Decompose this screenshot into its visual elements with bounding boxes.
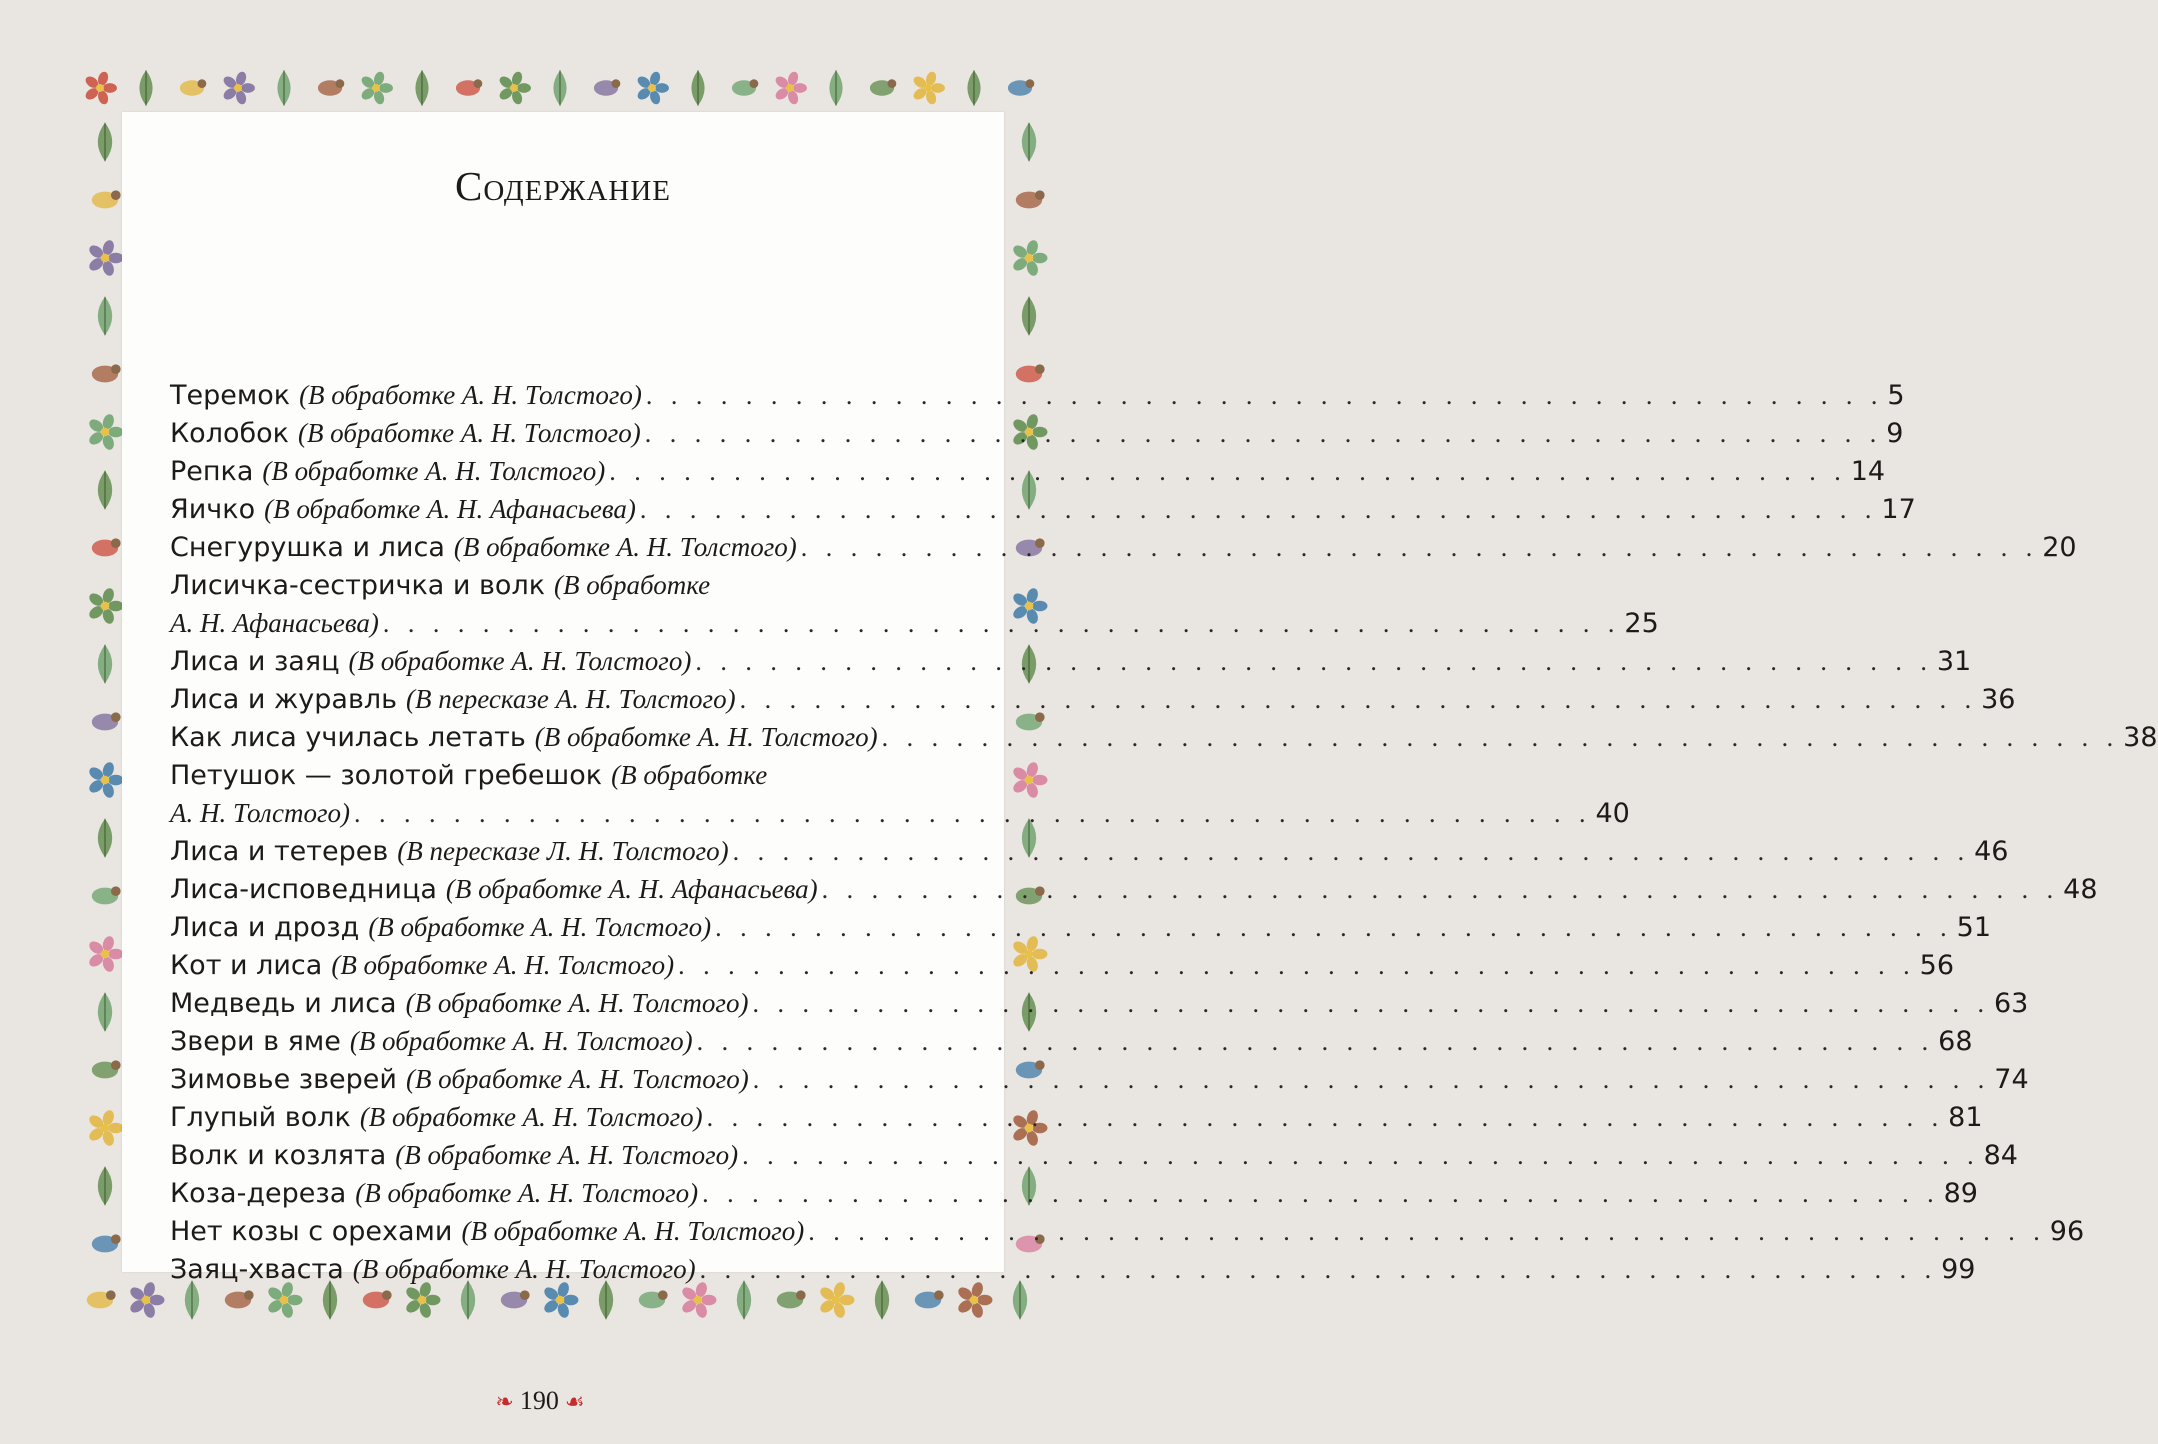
toc-entry-page: 5 — [1887, 380, 1905, 411]
dot-leader: . . . . . . . . . . . . . . . . . . . . . . . . . . . . . . . . . . . . . . . . . . . . . . . . . . — [353, 799, 1592, 828]
toc-entry — [170, 946, 1955, 984]
toc-entry-note: (В обработке А. Н. Толстого) — [461, 1216, 805, 1246]
toc-entry — [170, 756, 970, 794]
toc-entry-title: Репка — [170, 456, 254, 487]
toc-entry-page: 81 — [1948, 1102, 1983, 1133]
toc-entry-note: (В обработке А. Н. Толстого) — [299, 380, 642, 410]
dot-leader: . . . . . . . . . . . . . . . . . . . . . . . . . . . . . . . . . . . . . . . . . . . . . . . . . . — [808, 1217, 2046, 1246]
toc-entry-note: (В обработке — [554, 570, 711, 600]
toc-entry — [170, 832, 2009, 870]
toc-entry — [170, 680, 2016, 718]
toc-entry-page: 25 — [1624, 608, 1659, 639]
toc-entry — [170, 414, 1904, 452]
dot-leader: . . . . . . . . . . . . . . . . . . . . . . . . . . . . . . . . . . . . . . . . . . . . . . . . . . — [678, 951, 1916, 980]
toc-entry-title: Волк и козлята — [170, 1140, 387, 1171]
dot-leader: . . . . . . . . . . . . . . . . . . . . . . . . . . . . . . . . . . . . . . . . . . . . . . . . . . — [706, 1103, 1945, 1132]
toc-entry-page: 51 — [1956, 912, 1992, 943]
dot-leader: . . . . . . . . . . . . . . . . . . . . . . . . . . . . . . . . . . . . . . . . . . . . . . . . . . — [752, 1065, 1991, 1094]
dot-leader: . . . . . . . . . . . . . . . . . . . . . . . . . . . . . . . . . . . . . . . . . . . . . . . . . . — [609, 457, 1847, 486]
dot-leader: . . . . . . . . . . . . . . . . . . . . . . . . . . . . . . . . . . . . . . . . . . . . . . . . . . — [696, 1027, 1935, 1056]
toc-entry-note: (В обработке А. Н. Толстого) — [453, 532, 797, 562]
dot-leader: . . . . . . . . . . . . . . . . . . . . . . . . . . . . . . . . . . . . . . . . . . . . . . . . . . — [752, 989, 1990, 1018]
toc-entry-title: Лиса и тетерев — [170, 836, 389, 867]
toc-entry-title: Заяц-хваста — [170, 1254, 344, 1285]
toc-entry-page: 40 — [1595, 798, 1630, 829]
toc-entry-page: 38 — [2123, 722, 2158, 753]
toc-entry-note: (В обработке А. Н. Толстого) — [331, 950, 675, 980]
toc-entry-page: 31 — [1936, 646, 1972, 677]
toc-entry-title: Петушок — золотой гребешок — [170, 760, 603, 791]
toc-entry-note: (В обработке А. Н. Толстого) — [352, 1254, 696, 1284]
toc-entry-title: Лиса и журавль — [170, 684, 398, 715]
toc-entry — [170, 528, 2077, 566]
folio-ornament-icon: ❧ — [495, 1389, 514, 1414]
floral-border-icon — [78, 62, 1038, 114]
toc-entry-title: Медведь и лиса — [170, 988, 397, 1019]
toc-entry-title: Нет козы с орехами — [170, 1216, 453, 1247]
toc-entry-note: (В обработке А. Н. Толстого) — [359, 1102, 703, 1132]
toc-entry-note: (В обработке А. Н. Толстого) — [355, 1178, 699, 1208]
toc-entry-title: Снегурушка и лиса — [170, 532, 445, 563]
toc-entry — [170, 1098, 1983, 1136]
toc-entry-note: (В обработке А. Н. Толстого) — [348, 646, 692, 676]
page-number — [0, 1386, 1080, 1416]
toc-entry — [170, 642, 1972, 680]
toc-entry-note: (В обработке А. Н. Афанасьева) — [445, 874, 818, 904]
toc-entry-title: Теремок — [170, 380, 291, 411]
toc-entry — [170, 566, 970, 604]
toc-entry-page: 9 — [1886, 418, 1904, 449]
toc-entry-continuation — [170, 794, 1630, 832]
toc-entry-page: 74 — [1994, 1064, 2029, 1095]
toc-entry-continuation — [170, 604, 1659, 642]
toc-entry-title: Звери в яме — [170, 1026, 341, 1057]
folio-number: 190 — [519, 1386, 559, 1415]
toc-entry-note: (В обработке — [611, 760, 768, 790]
dot-leader: . . . . . . . . . . . . . . . . . . . . . . . . . . . . . . . . . . . . . . . . . . . . . . . . . . — [645, 381, 1884, 410]
toc-entry — [170, 908, 1992, 946]
toc-entry-page: 99 — [1941, 1254, 1976, 1285]
toc-entry-page: 17 — [1881, 494, 1916, 525]
toc-entry-note: (В обработке А. Н. Толстого) — [534, 722, 878, 752]
toc-entry-page: 84 — [1983, 1140, 2018, 1171]
toc-entry-title: Как лиса училась летать — [170, 722, 526, 753]
toc-entry-note: (В обработке А. Н. Афанасьева) — [264, 494, 636, 524]
dot-leader: . . . . . . . . . . . . . . . . . . . . . . . . . . . . . . . . . . . . . . . . . . . . . . . . . . — [715, 913, 1953, 942]
toc-entry — [170, 984, 2029, 1022]
contents-panel — [122, 112, 2158, 1285]
dot-leader: . . . . . . . . . . . . . . . . . . . . . . . . . . . . . . . . . . . . . . . . . . . . . . . . . . — [644, 419, 1883, 448]
toc-entry-page: 46 — [1974, 836, 2009, 867]
dot-leader: . . . . . . . . . . . . . . . . . . . . . . . . . . . . . . . . . . . . . . . . . . . . . . . . . . — [639, 495, 1878, 524]
toc-entry-note: (В обработке А. Н. Толстого) — [262, 456, 606, 486]
folio-ornament-icon: ☙ — [564, 1389, 585, 1414]
toc-entry — [170, 376, 1905, 414]
toc-entry-page: 96 — [2049, 1216, 2085, 1247]
toc-entry-page: 14 — [1850, 456, 1886, 487]
table-of-contents — [170, 376, 2158, 1288]
toc-entry-note: (В обработке А. Н. Толстого) — [349, 1026, 693, 1056]
toc-entry-page: 36 — [1981, 684, 2016, 715]
dot-leader: . . . . . . . . . . . . . . . . . . . . . . . . . . . . . . . . . . . . . . . . . . . . . . . . . . — [699, 1255, 1938, 1284]
toc-entry-title: Лиса и заяц — [170, 646, 340, 677]
toc-entry-note: (В обработке А. Н. Толстого) — [297, 418, 641, 448]
toc-entry-page: 68 — [1938, 1026, 1973, 1057]
toc-entry-title: Кот и лиса — [170, 950, 323, 981]
toc-entry-note: (В обработке А. Н. Толстого) — [368, 912, 712, 942]
dot-leader: . . . . . . . . . . . . . . . . . . . . . . . . . . . . . . . . . . . . . . . . . . . . . . . . . . — [695, 647, 1933, 676]
toc-entry-title: Лисичка-сестричка и волк — [170, 570, 546, 601]
dot-leader: . . . . . . . . . . . . . . . . . . . . . . . . . . . . . . . . . . . . . . . . . . . . . . . . . . — [742, 1141, 1980, 1170]
toc-entry-title: Лиса-исповедница — [170, 874, 437, 905]
toc-entry-title: Яичко — [170, 494, 256, 525]
toc-entry — [170, 1060, 2029, 1098]
toc-entry — [170, 1022, 1973, 1060]
page-title: Содержание — [455, 163, 671, 209]
toc-entry-note: (В обработке А. Н. Толстого) — [405, 988, 749, 1018]
dot-leader: . . . . . . . . . . . . . . . . . . . . . . . . . . . . . . . . . . . . . . . . . . . . . . . . . . — [732, 837, 1971, 866]
dot-leader: . . . . . . . . . . . . . . . . . . . . . . . . . . . . . . . . . . . . . . . . . . . . . . . . . . — [739, 685, 1978, 714]
toc-entry — [170, 1250, 1976, 1288]
dot-leader: . . . . . . . . . . . . . . . . . . . . . . . . . . . . . . . . . . . . . . . . . . . . . . . . . . — [881, 723, 2120, 752]
toc-entry-note: (В обработке А. Н. Толстого) — [395, 1140, 739, 1170]
dot-leader: . . . . . . . . . . . . . . . . . . . . . . . . . . . . . . . . . . . . . . . . . . . . . . . . . . — [702, 1179, 1940, 1208]
dot-leader: . . . . . . . . . . . . . . . . . . . . . . . . . . . . . . . . . . . . . . . . . . . . . . . . . . — [382, 609, 1621, 638]
toc-entry-page: 89 — [1943, 1178, 1978, 1209]
toc-entry — [170, 1174, 1978, 1212]
dot-leader: . . . . . . . . . . . . . . . . . . . . . . . . . . . . . . . . . . . . . . . . . . . . . . . . . . — [821, 875, 2060, 904]
toc-entry-title: Колобок — [170, 418, 289, 449]
dot-leader: . . . . . . . . . . . . . . . . . . . . . . . . . . . . . . . . . . . . . . . . . . . . . . . . . . — [800, 533, 2039, 562]
toc-entry-page: 56 — [1919, 950, 1955, 981]
toc-entry — [170, 452, 1886, 490]
toc-entry-note-cont: А. Н. Толстого) — [170, 798, 350, 828]
toc-entry-page: 20 — [2042, 532, 2077, 563]
toc-entry — [170, 1136, 2018, 1174]
toc-entry-page: 48 — [2063, 874, 2098, 905]
toc-entry — [170, 490, 1916, 528]
toc-entry-title: Коза-дереза — [170, 1178, 347, 1209]
toc-entry-note: (В пересказе А. Н. Толстого) — [406, 684, 736, 714]
toc-entry — [170, 870, 2098, 908]
toc-entry-note-cont: А. Н. Афанасьева) — [170, 608, 379, 638]
toc-entry-note: (В обработке А. Н. Толстого) — [405, 1064, 749, 1094]
toc-entry — [170, 1212, 2085, 1250]
toc-entry-title: Глупый волк — [170, 1102, 351, 1133]
toc-entry — [170, 718, 2158, 756]
toc-entry-title: Зимовье зверей — [170, 1064, 397, 1095]
toc-entry-note: (В пересказе Л. Н. Толстого) — [397, 836, 729, 866]
toc-entry-title: Лиса и дрозд — [170, 912, 360, 943]
toc-entry-page: 63 — [1993, 988, 2029, 1019]
